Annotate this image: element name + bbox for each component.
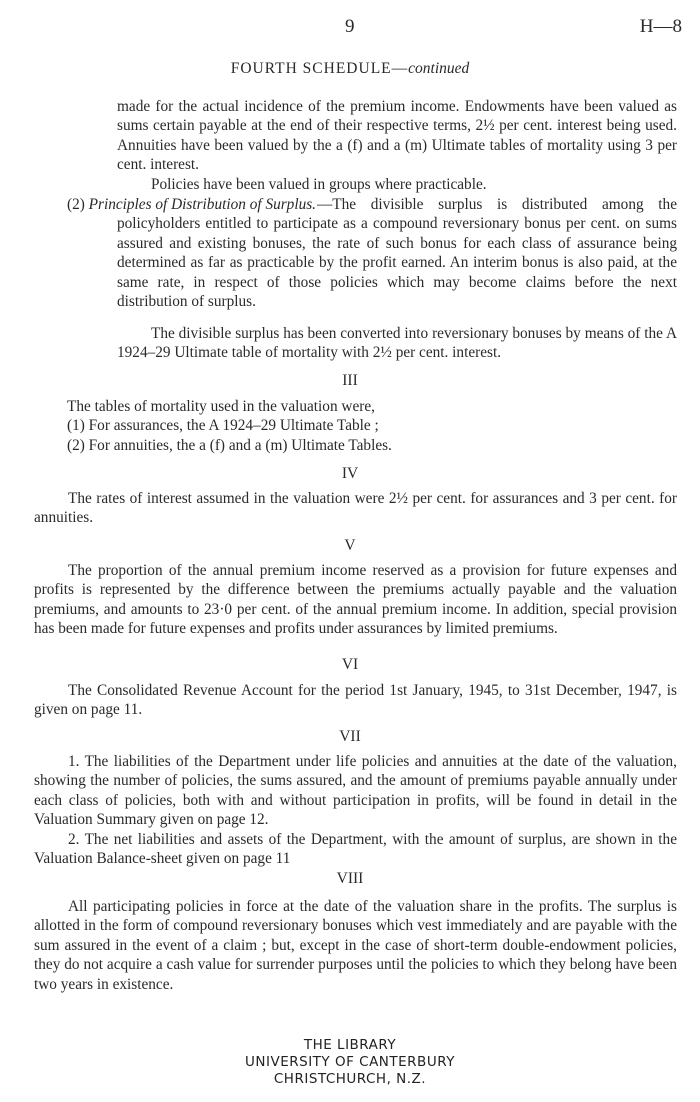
- section-heading-iv: IV: [341, 465, 359, 482]
- section-iii-item-2: (2) For annuities, the a (f) and a (m) Ultimate Tables.: [67, 436, 392, 454]
- intro-policies-paragraph: Policies have been valued in groups where practicable.: [151, 175, 487, 193]
- principles-heading: Principles of Distribution of Surplus.: [88, 196, 317, 213]
- section-iv-text: The rates of interest assumed in the valuation were 2½ per cent. for assurances and 3 per cent. for annuities.: [34, 490, 677, 527]
- intro-block: [117, 97, 677, 194]
- principles-text: —The divisible surplus is distributed among the policyholders entitled to participate as a compound reversionary bonus per cent. on sums assured and existing bonuses, the rate of such bonus for each class of assurance being determined as far as practicable by the profit earned. An interim bonus is also paid, at the same rate, in respect of those policies which may become claims before the next distribution of surplus.: [117, 196, 677, 311]
- section-vii-paragraph-1: 1. The liabilities of the Department under life policies and annuities at the date of the valuation, showing the number of policies, the sums assured, and the amount of premiums payable annually under each class of policies, both with and without participation in profits, will be found in detail in the Valuation Summary given on page 12.: [34, 753, 677, 829]
- section-viii-text: All participating policies in force at the date of the valuation share in the profits. The surplus is allotted in the form of compound reversionary bonuses which vest immediately and are payable with the sum assured in the event of a claim ; but, except in the case of short-term double-endowment policies, they do not acquire a cash value for surrender purposes until the policies to which they belong have been two years in existence.: [34, 898, 677, 993]
- section-heading-v: V: [344, 537, 356, 554]
- section-vii-paragraph-2: 2. The net liabilities and assets of the Department, with the amount of surplus, are shown in the Valuation Balance-sheet given on page 11: [34, 830, 677, 868]
- principles-number: (2): [67, 196, 85, 213]
- schedule-title: [0, 60, 700, 78]
- library-stamp-line-3: CHRISTCHURCH, N.Z.: [273, 1071, 427, 1087]
- section-heading-viii: VIII: [336, 870, 364, 887]
- document-reference: H—8: [639, 16, 682, 37]
- library-stamp: [0, 1037, 700, 1088]
- library-stamp-line-2: UNIVERSITY OF CANTERBURY: [245, 1054, 455, 1070]
- section-heading-iii: III: [342, 372, 358, 389]
- section-heading-vi: VI: [341, 656, 359, 673]
- section-v-text: The proportion of the annual premium income reserved as a provision for future expenses and profits is represented by the difference between the premiums actually payable and the valuation premiums, and amounts to 23·0 per cent. of the annual premium income. In addition, special provision has been made for future expenses and profits under assurances by limited premiums.: [34, 562, 677, 638]
- section-vii-text: [34, 752, 677, 868]
- section-heading-vii: VII: [339, 728, 361, 745]
- section-iii-item-1: (1) For assurances, the A 1924–29 Ultimate Table ;: [67, 417, 379, 435]
- section-vi-text: The Consolidated Revenue Account for the period 1st January, 1945, to 31st December, 1947, is given on page 11.: [34, 682, 677, 719]
- library-stamp-line-1: THE LIBRARY: [303, 1037, 397, 1053]
- schedule-title-main: FOURTH SCHEDULE—: [230, 60, 409, 77]
- intro-paragraph: made for the actual incidence of the premium income. Endowments have been valued as sums certain payable at the end of their respective terms, 2½ per cent. interest being used. Annuities have been valued by the a (f) and a (m) Ultimate tables of mortality using 3 per cent. interest.: [117, 98, 677, 174]
- principles-bonus-paragraph: The divisible surplus has been converted into reversionary bonuses by means of the A 1924–29 Ultimate table of mortality with 2½ per cent. interest.: [117, 325, 677, 362]
- page-number: 9: [345, 16, 355, 37]
- schedule-title-continued: continued: [408, 60, 470, 77]
- section-iii-text: [67, 397, 677, 455]
- section-iii-intro: The tables of mortality used in the valuation were,: [67, 398, 375, 415]
